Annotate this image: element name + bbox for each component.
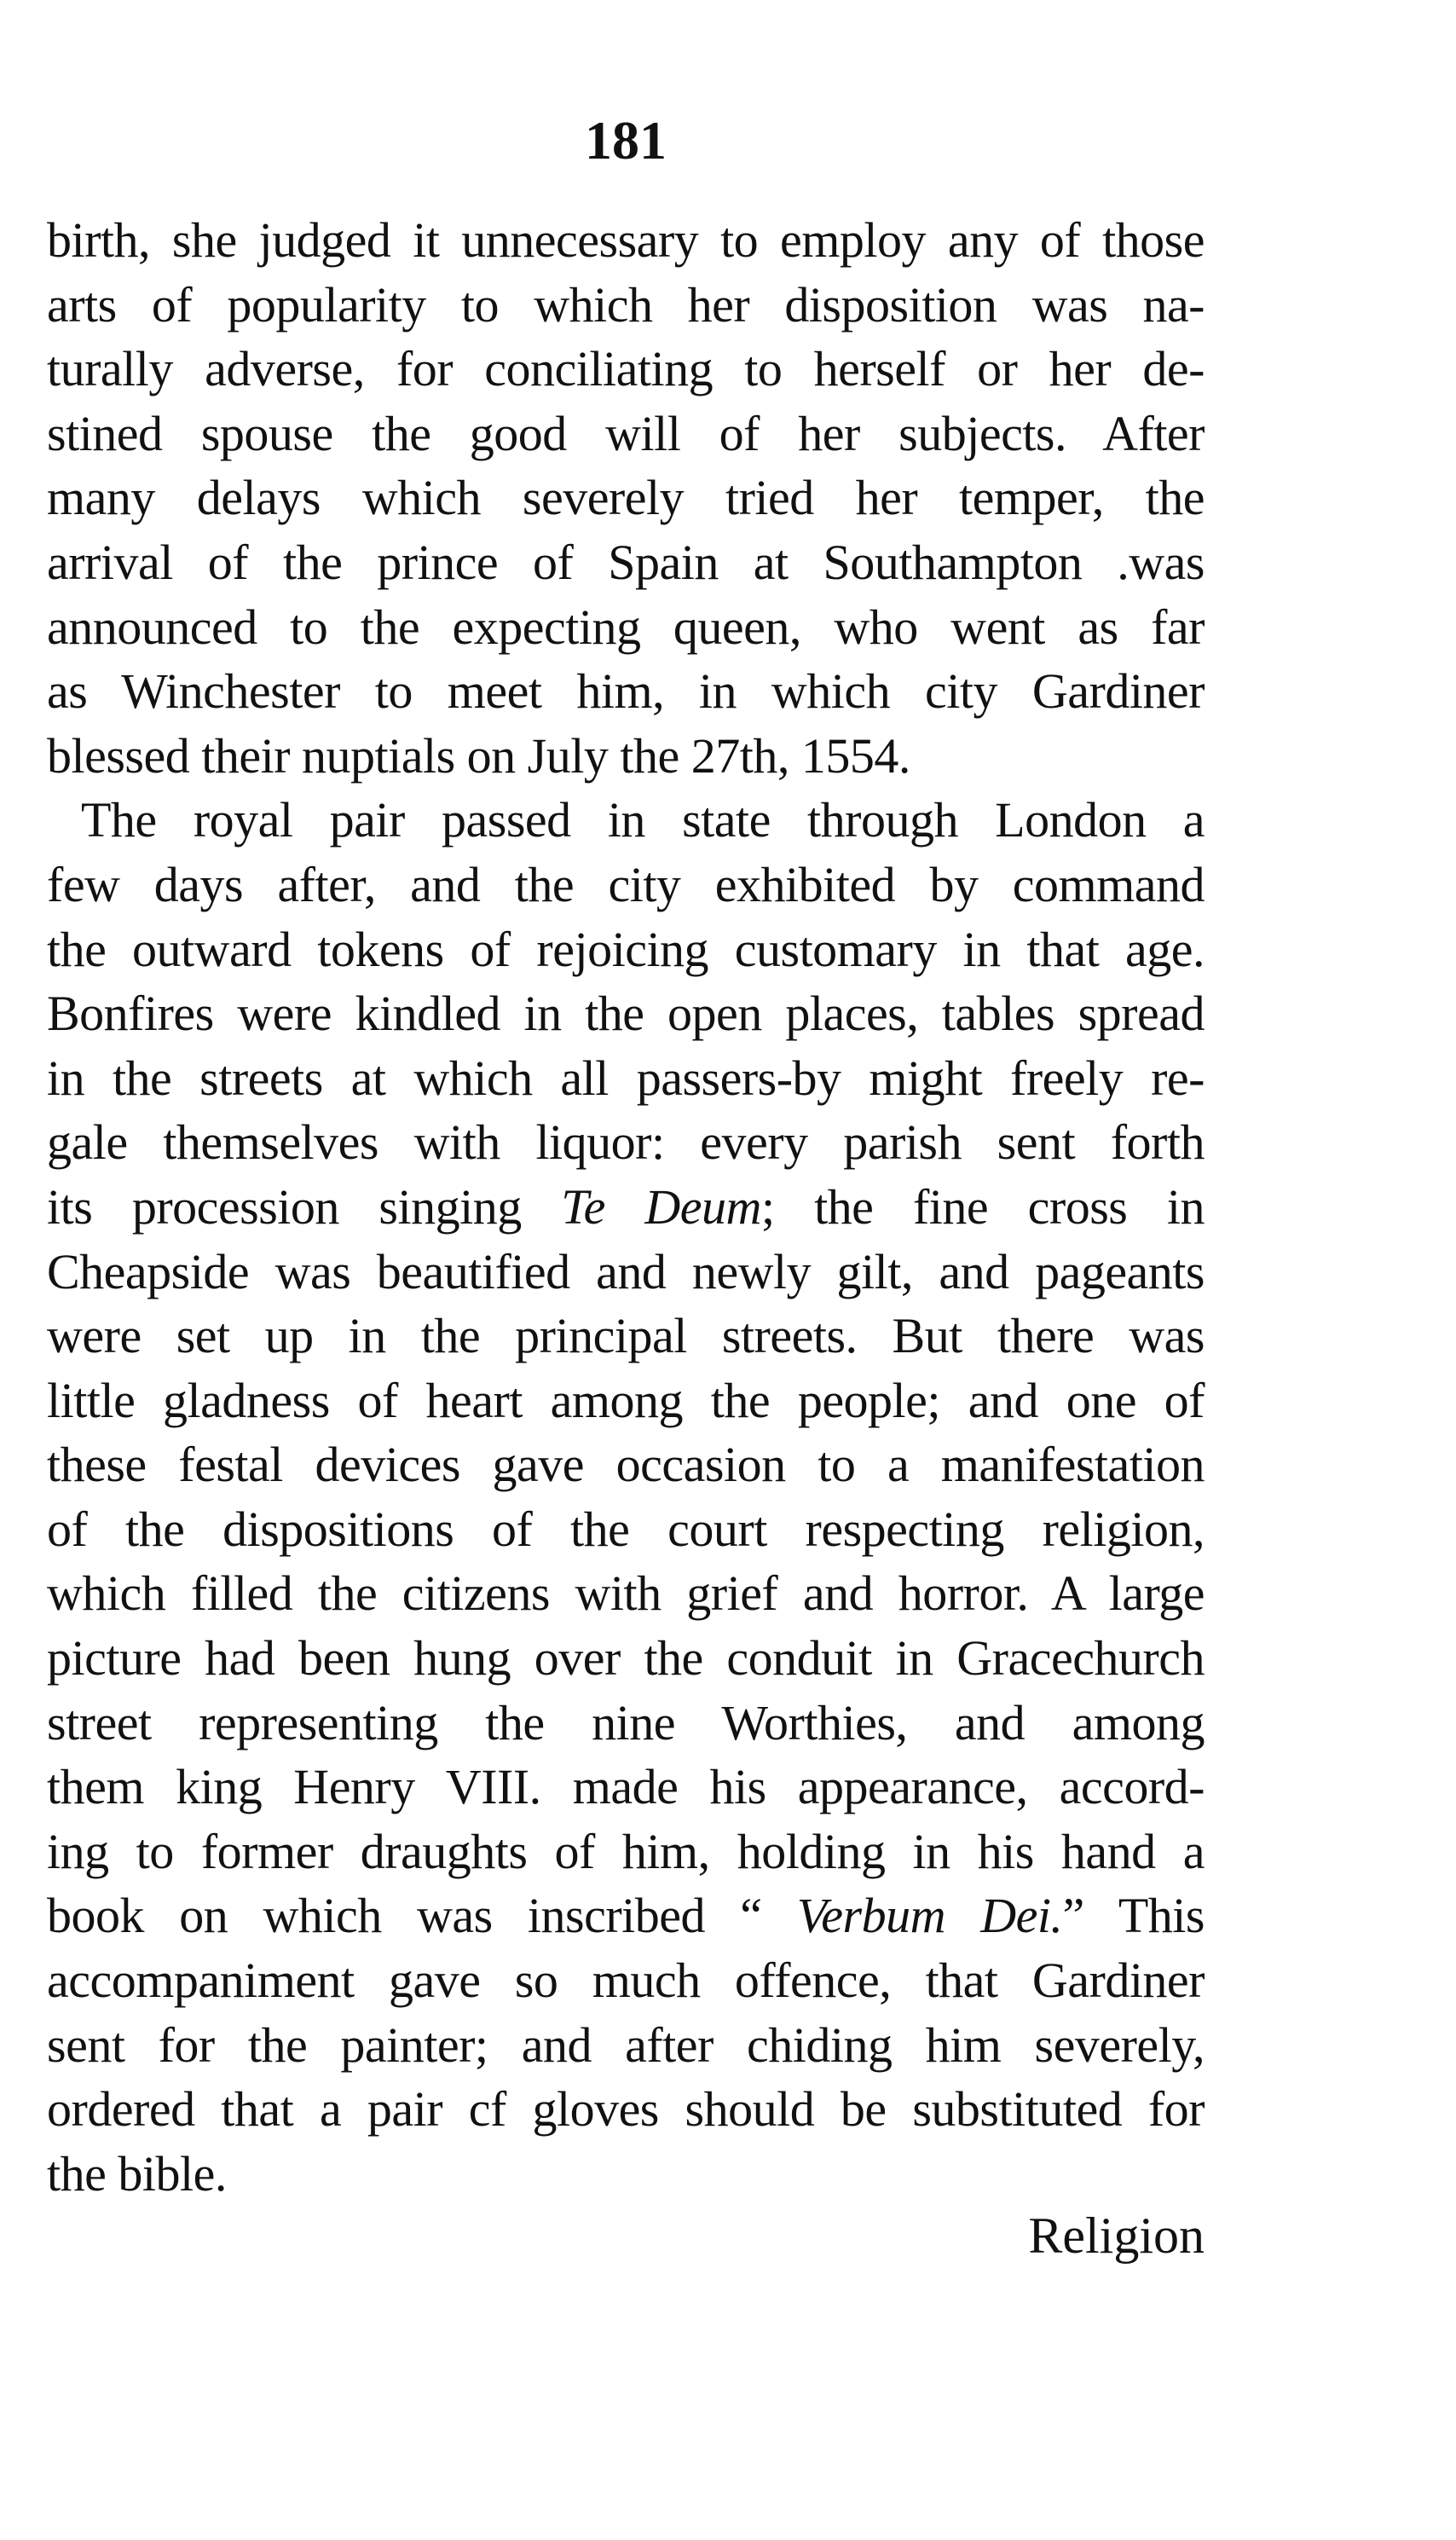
- text-line: [47, 1626, 1205, 1691]
- text-line: [47, 1304, 1205, 1368]
- text-line: [47, 402, 1205, 466]
- text-line: [47, 981, 1205, 1046]
- text-line: [47, 2077, 1205, 2142]
- text-line: [47, 1432, 1205, 1497]
- text-line: [47, 466, 1205, 530]
- text-segment: gale themselves with liquor: every parish sent forth: [47, 1114, 1205, 1171]
- text-segment: its procession singing: [47, 1178, 562, 1235]
- text-segment: announced to the expecting queen, who went as far: [47, 599, 1205, 655]
- text-segment: arrival of the prince of Spain at Southampton .was: [47, 534, 1205, 590]
- text-line: [47, 1691, 1205, 1756]
- italic-text: Te Deum: [561, 1178, 761, 1235]
- text-segment: few days after, and the city exhibited by command: [47, 856, 1205, 912]
- text-line: [47, 659, 1205, 724]
- text-segment: arts of popularity to which her disposition was na-: [47, 276, 1205, 333]
- text-line: [47, 2142, 1205, 2207]
- text-segment: the bible.: [47, 2145, 227, 2202]
- text-segment: ordered that a pair cf gloves should be substituted for: [47, 2081, 1205, 2138]
- text-line: [47, 337, 1205, 402]
- text-line: [47, 917, 1205, 982]
- text-segment: in the streets at which all passers-by might freely re-: [47, 1050, 1205, 1106]
- text-line: [47, 724, 1205, 789]
- text-segment: Cheapside was beautified and newly gilt, and pageants: [47, 1243, 1205, 1299]
- text-segment: of the dispositions of the court respecting religion,: [47, 1501, 1205, 1557]
- catchword: Religion: [1028, 2207, 1205, 2264]
- text-segment: the outward tokens of rejoicing customary in that age.: [47, 921, 1205, 977]
- text-line: [47, 595, 1205, 660]
- text-line: [47, 2013, 1205, 2078]
- text-segment: Bonfires were kindled in the open places, tables spread: [47, 986, 1205, 1042]
- text-segment: stined spouse the good will of her subjects. After: [47, 405, 1205, 461]
- body-text: [47, 208, 1205, 2206]
- text-segment: sent for the painter; and after chiding him severely,: [47, 2016, 1205, 2073]
- text-segment: turally adverse, for conciliating to herself or her de-: [47, 341, 1205, 397]
- page-number: 181: [585, 110, 667, 171]
- text-segment: picture had been hung over the conduit in Gracechurch: [47, 1630, 1205, 1687]
- text-line: [47, 788, 1205, 853]
- text-segment: blessed their nuptials on July the 27th, 1554.: [47, 727, 910, 784]
- text-line: [47, 1497, 1205, 1562]
- text-segment: as Winchester to meet him, in which city Gardiner: [47, 663, 1205, 720]
- text-line: [47, 1368, 1205, 1433]
- text-line: [47, 273, 1205, 338]
- text-segment: were set up in the principal streets. But there was: [47, 1308, 1205, 1364]
- text-line: [47, 1110, 1205, 1175]
- text-segment: ; the fine cross in: [760, 1178, 1205, 1235]
- text-segment: book on which was inscribed “: [47, 1888, 797, 1944]
- text-segment: street representing the nine Worthies, and among: [47, 1694, 1205, 1750]
- text-segment: little gladness of heart among the people; and one of: [47, 1372, 1205, 1428]
- text-segment: these festal devices gave occasion to a manifestation: [47, 1437, 1205, 1493]
- text-segment: many delays which severely tried her temper, the: [47, 470, 1205, 526]
- text-line: [47, 1883, 1205, 1948]
- text-segment: accompaniment gave so much offence, that Gardiner: [47, 1953, 1205, 2009]
- text-segment: ing to former draughts of him, holding in his hand a: [47, 1823, 1205, 1879]
- text-segment: ” This: [1062, 1888, 1205, 1944]
- text-line: [47, 1820, 1205, 1884]
- text-segment: birth, she judged it unnecessary to employ any of those: [47, 212, 1205, 268]
- text-line: [47, 1046, 1205, 1111]
- italic-text: Verbum Dei.: [796, 1888, 1063, 1944]
- text-line: [47, 1175, 1205, 1240]
- text-line: [47, 1755, 1205, 1820]
- text-segment: them king Henry VIII. made his appearance, accord-: [47, 1759, 1205, 1815]
- text-segment: The royal pair passed in state through London a: [81, 792, 1205, 848]
- text-line: [47, 208, 1205, 273]
- text-line: [47, 530, 1205, 595]
- text-line: [47, 1561, 1205, 1626]
- text-line: [47, 1948, 1205, 2013]
- text-line: [47, 853, 1205, 917]
- text-line: [47, 1240, 1205, 1305]
- text-segment: which filled the citizens with grief and horror. A large: [47, 1565, 1205, 1622]
